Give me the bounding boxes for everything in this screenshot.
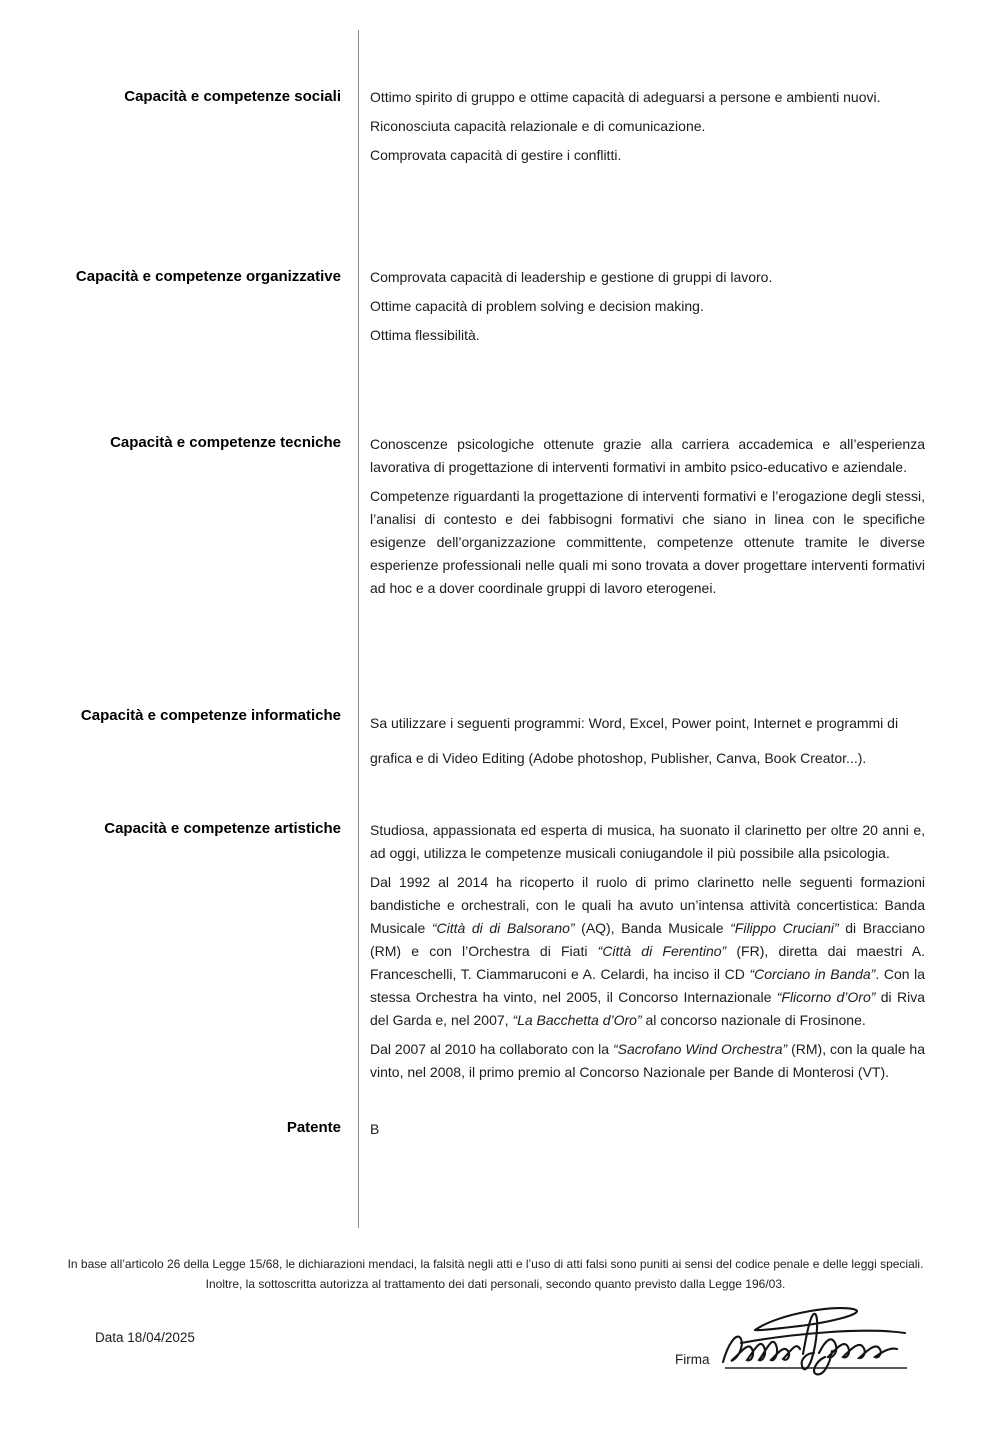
section-label-informatiche: Capacità e competenze informatiche xyxy=(80,707,341,724)
legal-disclaimer: In base all’articolo 26 della Legge 15/68, le dichiarazioni mendaci, la falsità negli atti e l’uso di atti falsi sono puniti ai sensi del codice penale e delle leggi speciali. Inoltre, la sottoscritta autorizza al trattamento dei dati personali, secondo quanto previsto dalla Legge 196/03. xyxy=(67,1257,924,1291)
section-label-patente: Patente xyxy=(286,1119,341,1136)
section-content-informatiche xyxy=(358,700,991,815)
section-label-sociali: Capacità e competenze sociali xyxy=(124,88,341,105)
section-content-tecniche xyxy=(358,430,991,700)
paragraph: Ottima flessibilità. xyxy=(370,327,480,343)
paragraph: Dal 1992 al 2014 ha ricoperto il ruolo di primo clarinetto nelle seguenti formazioni bandistiche e orchestrali, con le quali ha avuto un’intensa attività concertistica: Banda Musicale “Città di di Balsorano” (AQ), Banda Musicale “Filippo Cruciani” di Bracciano (RM) e con l’Orchestra di Fiati “Città di Ferentino” (FR), diretta dai maestri A. Franceschelli, T. Ciammaruconi e A. Celardi, ha inciso il CD “Corciano in Banda”. Con la stessa Orchestra ha vinto, nel 2005, il Concorso Internazionale “Flicorno d’Oro” di Riva del Garda e, nel 2007, “La Bacchetta d’Oro” al concorso nazionale di Frosinone. xyxy=(370,874,926,1028)
signature-line xyxy=(725,1333,907,1369)
cv-competences-table xyxy=(0,30,991,1228)
section-organizzative xyxy=(0,262,991,430)
section-content-patente xyxy=(358,1110,991,1228)
signature-image xyxy=(715,1300,919,1386)
section-content-sociali xyxy=(358,30,991,262)
paragraph: Ottime capacità di problem solving e decision making. xyxy=(370,298,704,314)
section-content-organizzative xyxy=(358,262,991,430)
section-informatiche xyxy=(0,700,991,815)
paragraph: Competenze riguardanti la progettazione di interventi formativi e l’erogazione degli stessi, l’analisi di contesto e dei fabbisogni formativi che siano in linea con le specifiche esigenze dell’organizzazione committente, competenze ottenute tramite le diverse esperienze professionali nelle quali mi sono trovata a dover progettare interventi formativi ad hoc e a dover coordinale gruppi di lavoro eterogenei. xyxy=(370,488,925,596)
section-patente xyxy=(0,1110,991,1228)
section-label-artistiche: Capacità e competenze artistiche xyxy=(104,820,341,837)
section-label-tecniche: Capacità e competenze tecniche xyxy=(110,434,341,451)
date-value: 18/04/2025 xyxy=(127,1330,195,1345)
paragraph: Ottimo spirito di gruppo e ottime capacità di adeguarsi a persone e ambienti nuovi. xyxy=(370,89,881,105)
paragraph: Sa utilizzare i seguenti programmi: Word, Excel, Power point, Internet e programmi di grafica e di Video Editing (Adobe photoshop, Publisher, Canva, Book Creator...). xyxy=(370,715,899,766)
section-label-organizzative: Capacità e competenze organizzative xyxy=(75,268,341,285)
paragraph: Comprovata capacità di gestire i conflitti. xyxy=(370,147,622,163)
patente-value: B xyxy=(370,1121,380,1137)
section-artistiche xyxy=(0,815,991,1110)
signature-block xyxy=(675,1333,907,1369)
document-footer xyxy=(0,1294,991,1406)
section-content-artistiche xyxy=(358,815,991,1110)
paragraph: Comprovata capacità di leadership e gestione di gruppi di lavoro. xyxy=(370,269,773,285)
paragraph: Studiosa, appassionata ed esperta di musica, ha suonato il clarinetto per oltre 20 anni e, ad oggi, utilizza le competenze musicali coniugandole il più possibile alla psicologia. xyxy=(370,822,925,861)
paragraph: Riconosciuta capacità relazionale e di comunicazione. xyxy=(370,118,706,134)
signature-label: Firma xyxy=(675,1352,710,1367)
paragraph: Dal 2007 al 2010 ha collaborato con la “Sacrofano Wind Orchestra” (RM), con la quale ha vinto, nel 2008, il primo premio al Concorso Nazionale per Bande di Monterosi (VT). xyxy=(370,1041,926,1080)
date-label: Data xyxy=(95,1330,124,1345)
section-tecniche xyxy=(0,430,991,700)
date-line xyxy=(95,1330,195,1345)
paragraph: Conoscenze psicologiche ottenute grazie alla carriera accademica e all’esperienza lavorativa di progettazione di interventi formativi in ambito psico-educativo e aziendale. xyxy=(370,436,925,475)
section-sociali xyxy=(0,30,991,262)
